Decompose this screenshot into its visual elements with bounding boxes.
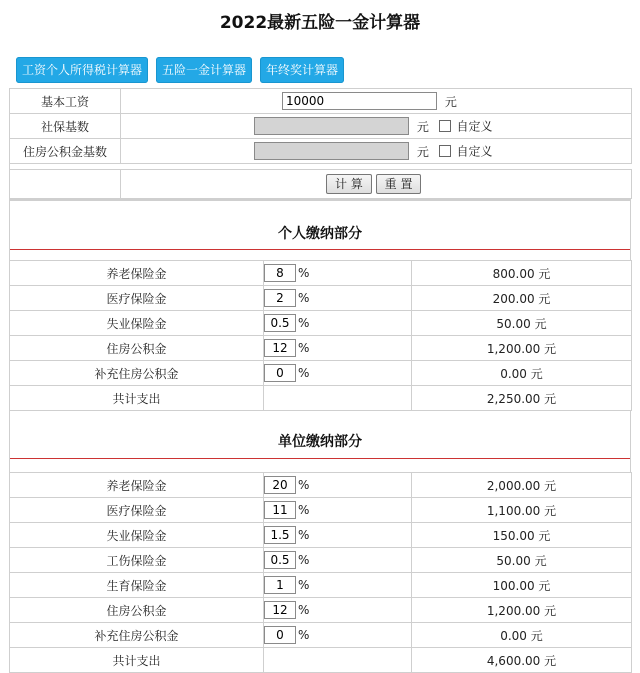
company-section-header (9, 411, 631, 472)
total-label: 共计支出 (10, 648, 264, 673)
total-amount: 4,600.00 元 (412, 648, 632, 673)
row-name: 住房公积金 (10, 598, 264, 623)
company-section-title: 单位缴纳部分 (278, 434, 362, 450)
tab-insurance-fund-calculator[interactable]: 五险一金计算器 (156, 57, 252, 83)
tab-year-end-bonus-calculator[interactable]: 年终奖计算器 (260, 57, 344, 83)
row-amount: 50.00 元 (412, 548, 632, 573)
table-row (10, 573, 632, 598)
base-salary-unit: 元 (444, 94, 457, 109)
row-name: 医疗保险金 (10, 286, 264, 311)
calculator-tabs (16, 57, 344, 83)
percent-sign: % (298, 341, 310, 355)
input-form (9, 88, 632, 199)
row-name: 生育保险金 (10, 573, 264, 598)
percent-sign: % (298, 553, 310, 567)
percent-sign: % (298, 291, 310, 305)
row-name: 住房公积金 (10, 336, 264, 361)
rate-input[interactable] (264, 264, 296, 282)
social-base-unit: 元 (416, 119, 429, 134)
row-amount: 1,100.00 元 (412, 498, 632, 523)
row-amount: 200.00 元 (412, 286, 632, 311)
reset-button[interactable]: 重 置 (376, 174, 422, 194)
calculate-button[interactable]: 计 算 (326, 174, 372, 194)
row-amount: 1,200.00 元 (412, 336, 632, 361)
buttons-empty-cell (10, 170, 121, 199)
calculator-panel (9, 88, 631, 673)
social-base-label: 社保基数 (10, 114, 121, 139)
social-base-custom-label: 自定义 (456, 119, 493, 134)
rate-input[interactable] (264, 576, 296, 594)
company-table (9, 472, 632, 673)
row-amount: 100.00 元 (412, 573, 632, 598)
page-title: 2022最新五险一金计算器 (219, 13, 421, 33)
row-name: 养老保险金 (10, 473, 264, 498)
table-row (10, 286, 632, 311)
row-amount: 0.00 元 (412, 361, 632, 386)
total-amount: 2,250.00 元 (412, 386, 632, 411)
rate-input[interactable] (264, 289, 296, 307)
rate-input[interactable] (264, 526, 296, 544)
rate-input[interactable] (264, 626, 296, 644)
rate-input[interactable] (264, 601, 296, 619)
rate-input[interactable] (264, 476, 296, 494)
form-row-buttons (10, 170, 632, 199)
row-name: 失业保险金 (10, 311, 264, 336)
tab-income-tax-calculator[interactable]: 工资个人所得税计算器 (16, 57, 148, 83)
percent-sign: % (298, 316, 310, 330)
row-amount: 800.00 元 (412, 261, 632, 286)
row-amount: 2,000.00 元 (412, 473, 632, 498)
form-row-fund-base (10, 139, 632, 164)
base-salary-label: 基本工资 (10, 89, 121, 114)
row-name: 工伤保险金 (10, 548, 264, 573)
total-empty-cell (264, 648, 412, 673)
company-divider (10, 458, 630, 459)
rate-input[interactable] (264, 551, 296, 569)
row-amount: 150.00 元 (412, 523, 632, 548)
table-row (10, 361, 632, 386)
table-row (10, 311, 632, 336)
percent-sign: % (298, 603, 310, 617)
row-amount: 0.00 元 (412, 623, 632, 648)
table-row (10, 523, 632, 548)
table-row (10, 548, 632, 573)
personal-table (9, 260, 632, 411)
social-base-input[interactable] (254, 117, 409, 135)
total-row (10, 386, 632, 411)
row-name: 养老保险金 (10, 261, 264, 286)
rate-input[interactable] (264, 364, 296, 382)
row-amount: 1,200.00 元 (412, 598, 632, 623)
percent-sign: % (298, 628, 310, 642)
table-row (10, 336, 632, 361)
total-label: 共计支出 (10, 386, 264, 411)
rate-input[interactable] (264, 501, 296, 519)
personal-divider (10, 249, 630, 250)
fund-base-custom-label: 自定义 (456, 144, 493, 159)
fund-base-unit: 元 (416, 144, 429, 159)
percent-sign: % (298, 366, 310, 380)
personal-section-title: 个人缴纳部分 (278, 226, 362, 242)
row-name: 补充住房公积金 (10, 623, 264, 648)
table-row (10, 261, 632, 286)
base-salary-input[interactable] (282, 92, 437, 110)
percent-sign: % (298, 528, 310, 542)
table-row (10, 623, 632, 648)
table-row (10, 473, 632, 498)
row-name: 失业保险金 (10, 523, 264, 548)
total-row (10, 648, 632, 673)
total-empty-cell (264, 386, 412, 411)
table-row (10, 498, 632, 523)
form-row-social-base (10, 114, 632, 139)
rate-input[interactable] (264, 339, 296, 357)
percent-sign: % (298, 478, 310, 492)
percent-sign: % (298, 578, 310, 592)
row-name: 医疗保险金 (10, 498, 264, 523)
row-amount: 50.00 元 (412, 311, 632, 336)
fund-base-custom-checkbox[interactable] (439, 145, 451, 157)
percent-sign: % (298, 503, 310, 517)
fund-base-label: 住房公积金基数 (10, 139, 121, 164)
form-row-base-salary (10, 89, 632, 114)
rate-input[interactable] (264, 314, 296, 332)
social-base-custom-checkbox[interactable] (439, 120, 451, 132)
table-row (10, 598, 632, 623)
fund-base-input[interactable] (254, 142, 409, 160)
personal-section-header (9, 199, 631, 260)
row-name: 补充住房公积金 (10, 361, 264, 386)
percent-sign: % (298, 266, 310, 280)
